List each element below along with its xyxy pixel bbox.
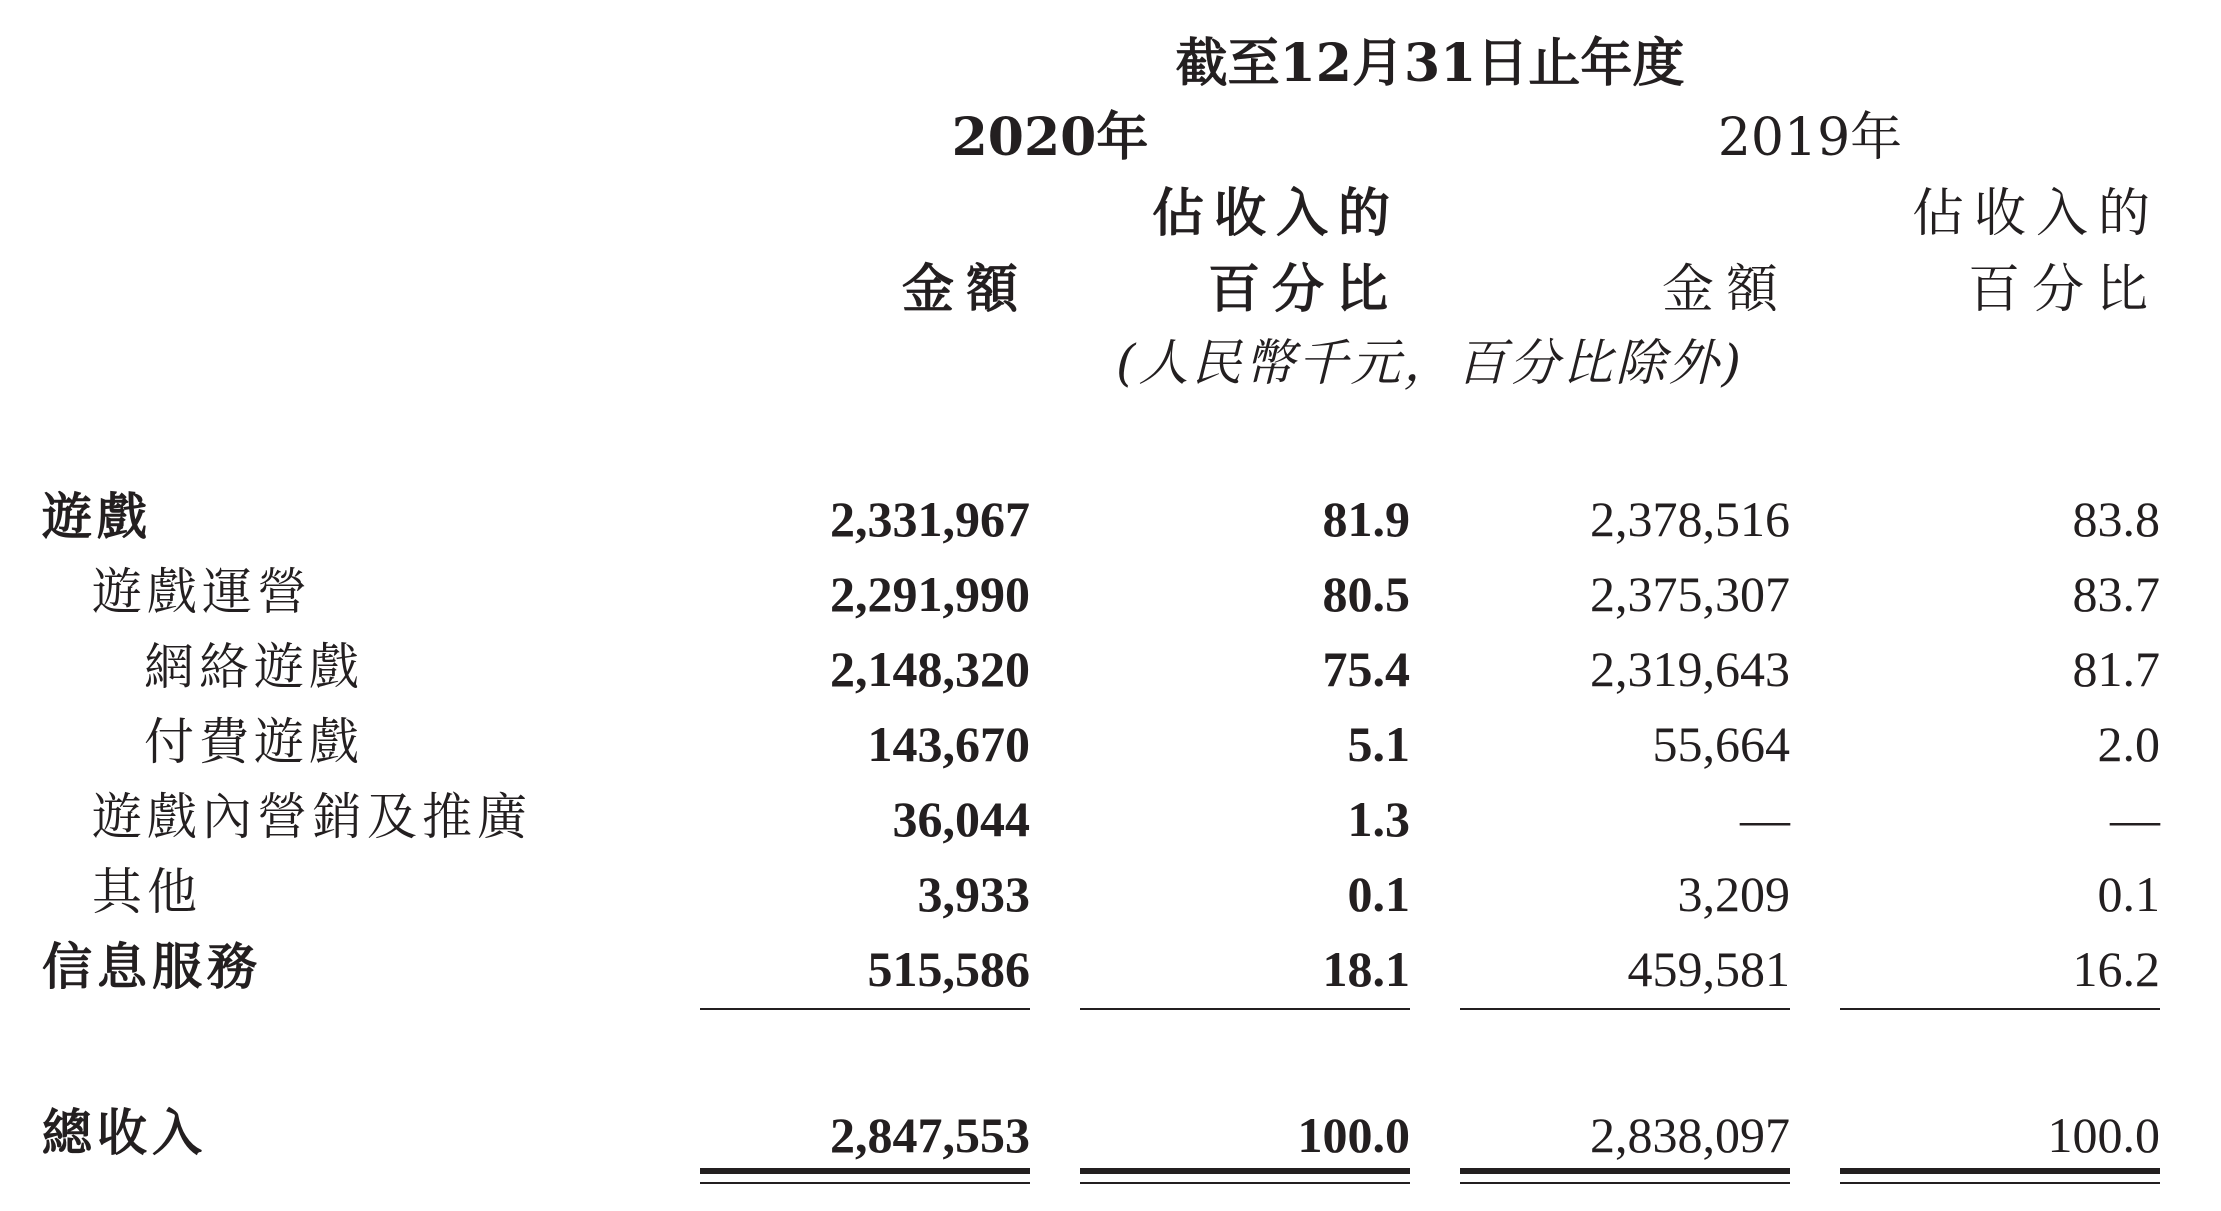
total-pct-2020: 100.0 [1297, 1107, 1410, 1163]
game-operations-pct-2019: 83.7 [2072, 566, 2160, 622]
amount-2019-header: 金額 [1661, 260, 1790, 320]
others-amount-2020: 3,933 [917, 866, 1030, 922]
subtotal-rule-pct-2019 [1840, 1008, 2160, 1010]
in-game-marketing-pct-2019: — [2110, 791, 2160, 847]
period-heading: 截至12月31日止年度 [1175, 33, 1685, 94]
total-double-rule-pct-2019-bottom [1840, 1182, 2160, 1184]
row-label-paid-games: 付費遊戲 [144, 713, 364, 771]
total-double-rule-pct-2019-top [1840, 1168, 2160, 1174]
pct-2019-header-line1: 佔收入的 [1911, 184, 2160, 244]
row-label-online-games: 網絡遊戲 [144, 638, 364, 696]
total-amount-2020: 2,847,553 [830, 1107, 1030, 1163]
information-services-amount-2020: 515,586 [867, 941, 1030, 997]
year-2020-heading: 2020年 [951, 107, 1149, 168]
others-pct-2020: 0.1 [1347, 866, 1410, 922]
pct-2019-header-line2: 百分比 [1967, 260, 2160, 320]
amount-2020-header: 金額 [901, 259, 1030, 320]
unit-note: (人民幣千元，百分比除外) [1115, 334, 1744, 392]
online-games-pct-2020: 75.4 [1322, 641, 1410, 697]
row-label-information-services: 信息服務 [42, 937, 262, 996]
paid-games-amount-2020: 143,670 [867, 716, 1030, 772]
others-amount-2019: 3,209 [1677, 866, 1790, 922]
games-amount-2020: 2,331,967 [830, 491, 1030, 547]
total-pct-2019: 100.0 [2047, 1107, 2160, 1163]
total-double-rule-pct-2020-top [1080, 1168, 1410, 1174]
games-pct-2020: 81.9 [1322, 491, 1410, 547]
paid-games-amount-2019: 55,664 [1652, 716, 1790, 772]
total-double-rule-amount-2020-top [700, 1168, 1030, 1174]
game-operations-amount-2019: 2,375,307 [1590, 566, 1790, 622]
row-label-games: 遊戲 [42, 487, 152, 546]
pct-2020-header-line1: 佔收入的 [1151, 183, 1400, 244]
subtotal-rule-amount-2020 [700, 1008, 1030, 1010]
row-label-total-revenue: 總收入 [42, 1103, 207, 1162]
total-double-rule-pct-2020-bottom [1080, 1182, 1410, 1184]
information-services-pct-2019: 16.2 [2072, 941, 2160, 997]
pct-2020-header-line2: 百分比 [1207, 259, 1400, 320]
paid-games-pct-2020: 5.1 [1347, 716, 1410, 772]
information-services-pct-2020: 18.1 [1322, 941, 1410, 997]
paid-games-pct-2019: 2.0 [2097, 716, 2160, 772]
row-label-in-game-marketing: 遊戲內營銷及推廣 [92, 788, 532, 846]
total-double-rule-amount-2020-bottom [700, 1182, 1030, 1184]
in-game-marketing-amount-2019: — [1740, 791, 1790, 847]
information-services-amount-2019: 459,581 [1627, 941, 1790, 997]
game-operations-pct-2020: 80.5 [1322, 566, 1410, 622]
row-label-others: 其他 [92, 863, 202, 921]
online-games-amount-2019: 2,319,643 [1590, 641, 1790, 697]
row-label-game-operations: 遊戲運營 [92, 563, 312, 621]
online-games-pct-2019: 81.7 [2072, 641, 2160, 697]
in-game-marketing-pct-2020: 1.3 [1347, 791, 1410, 847]
subtotal-rule-amount-2019 [1460, 1008, 1790, 1010]
games-pct-2019: 83.8 [2072, 491, 2160, 547]
game-operations-amount-2020: 2,291,990 [830, 566, 1030, 622]
subtotal-rule-pct-2020 [1080, 1008, 1410, 1010]
in-game-marketing-amount-2020: 36,044 [892, 791, 1030, 847]
online-games-amount-2020: 2,148,320 [830, 641, 1030, 697]
total-amount-2019: 2,838,097 [1590, 1107, 1790, 1163]
games-amount-2019: 2,378,516 [1590, 491, 1790, 547]
total-double-rule-amount-2019-bottom [1460, 1182, 1790, 1184]
total-double-rule-amount-2019-top [1460, 1168, 1790, 1174]
others-pct-2019: 0.1 [2097, 866, 2160, 922]
year-2019-heading: 2019年 [1717, 108, 1903, 168]
